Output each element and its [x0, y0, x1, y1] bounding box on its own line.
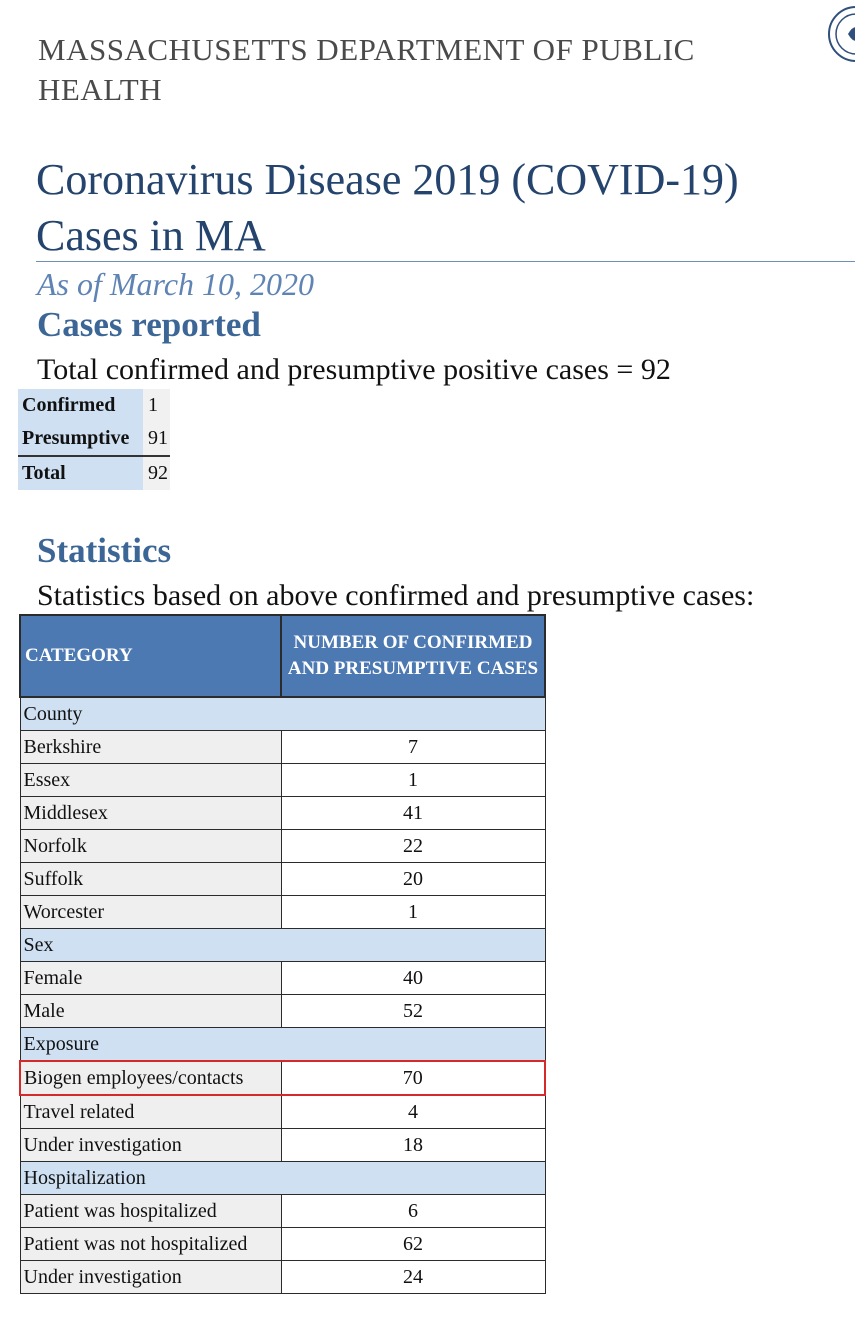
cases-reported-heading: Cases reported: [37, 305, 261, 344]
row-label: Biogen employees/contacts: [20, 1061, 281, 1095]
row-label: Essex: [20, 764, 281, 797]
statistics-heading: Statistics: [37, 531, 172, 570]
section-row: [20, 1028, 545, 1062]
row-label: Under investigation: [20, 1261, 281, 1294]
statistics-table: [19, 614, 546, 1294]
table-row: [20, 764, 545, 797]
cases-summary-table: [18, 389, 170, 490]
summary-row-presumptive: [18, 422, 170, 456]
table-row-highlighted: [20, 1061, 545, 1095]
section-row: [20, 1162, 545, 1195]
row-value: 7: [281, 731, 545, 764]
table-row: [20, 962, 545, 995]
summary-value: 1: [143, 389, 170, 422]
row-value: 40: [281, 962, 545, 995]
agency-name: MASSACHUSETTS DEPARTMENT OF PUBLIC HEALTH: [38, 32, 695, 107]
row-label: Male: [20, 995, 281, 1028]
table-row: [20, 1228, 545, 1261]
row-value: 70: [281, 1061, 545, 1095]
row-value: 20: [281, 863, 545, 896]
section-label: Hospitalization: [20, 1162, 545, 1195]
section-row: [20, 697, 545, 731]
page-title: Coronavirus Disease 2019 (COVID-19) Cases in MA: [36, 155, 739, 260]
title-divider: [36, 261, 855, 262]
row-value: 4: [281, 1095, 545, 1129]
section-label: County: [20, 697, 545, 731]
column-header-category: CATEGORY: [20, 615, 281, 697]
row-label: Middlesex: [20, 797, 281, 830]
row-label: Travel related: [20, 1095, 281, 1129]
summary-label: Total: [18, 456, 143, 490]
row-value: 6: [281, 1195, 545, 1228]
row-label: Norfolk: [20, 830, 281, 863]
table-row: [20, 830, 545, 863]
table-row: [20, 731, 545, 764]
section-label: Exposure: [20, 1028, 545, 1062]
table-row: [20, 1095, 545, 1129]
table-row: [20, 863, 545, 896]
summary-row-total: [18, 456, 170, 490]
summary-value: 92: [143, 456, 170, 490]
row-value: 41: [281, 797, 545, 830]
summary-row-confirmed: [18, 389, 170, 422]
row-value: 62: [281, 1228, 545, 1261]
state-seal-icon: [826, 0, 855, 70]
row-label: Berkshire: [20, 731, 281, 764]
row-value: 22: [281, 830, 545, 863]
row-value: 24: [281, 1261, 545, 1294]
table-row: [20, 1129, 545, 1162]
table-row: [20, 995, 545, 1028]
summary-label: Presumptive: [18, 422, 143, 456]
table-row: [20, 797, 545, 830]
total-cases-line: Total confirmed and presumptive positive cases = 92: [37, 353, 671, 386]
row-value: 52: [281, 995, 545, 1028]
row-label: Under investigation: [20, 1129, 281, 1162]
summary-label: Confirmed: [18, 389, 143, 422]
table-row: [20, 896, 545, 929]
summary-value: 91: [143, 422, 170, 456]
statistics-intro: Statistics based on above confirmed and presumptive cases:: [37, 579, 755, 612]
row-value: 1: [281, 764, 545, 797]
section-row: [20, 929, 545, 962]
table-row: [20, 1261, 545, 1294]
row-label: Female: [20, 962, 281, 995]
row-value: 18: [281, 1129, 545, 1162]
column-header-number: NUMBER OF CONFIRMED AND PRESUMPTIVE CASES: [281, 615, 545, 697]
statistics-table-body: [20, 697, 545, 1294]
row-label: Worcester: [20, 896, 281, 929]
row-label: Patient was hospitalized: [20, 1195, 281, 1228]
section-label: Sex: [20, 929, 545, 962]
as-of-date: As of March 10, 2020: [37, 266, 315, 302]
row-label: Suffolk: [20, 863, 281, 896]
row-value: 1: [281, 896, 545, 929]
row-label: Patient was not hospitalized: [20, 1228, 281, 1261]
table-row: [20, 1195, 545, 1228]
table-header-row: [20, 615, 545, 697]
